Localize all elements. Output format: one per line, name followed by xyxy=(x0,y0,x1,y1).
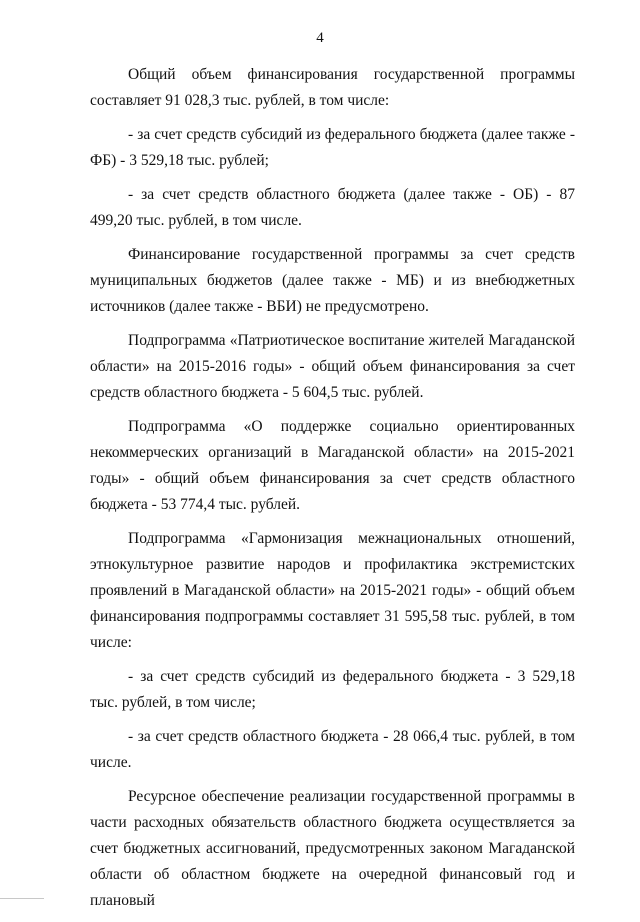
scan-artifact-line xyxy=(0,898,44,899)
document-body xyxy=(90,62,575,922)
paragraph-resource-provision: Ресурсное обеспечение реализации государственной программы в части расходных обязательств областного бюджета осуществляется за счет бюджетных ассигнований, предусмотренных законом Магаданской области об областном бюджете на очередной финансовый год и плановый xyxy=(90,788,575,909)
paragraph-subprogram-nonprofit: Подпрограмма «О поддержке социально ориентированных некоммерческих организаций в Магаданской области» на 2015-2021 годы» - общий объем финансирования за счет средств областного бюджета - 53 774,4 тыс. рублей. xyxy=(90,418,575,513)
paragraph-total-funding: Общий объем финансирования государственной программы составляет 91 028,3 тыс. рублей, в том числе: xyxy=(90,66,575,109)
paragraph-subprogram-harmonization: Подпрограмма «Гармонизация межнациональных отношений, этнокультурное развитие народов и профилактика экстремистских проявлений в Магаданской области» на 2015-2021 годы» - общий объем финансирования подпрограммы составляет 31 595,58 тыс. рублей, в том числе: xyxy=(90,530,575,651)
paragraph-federal-budget: - за счет средств субсидий из федерального бюджета (далее также - ФБ) - 3 529,18 тыс. рублей; xyxy=(90,126,575,169)
paragraph-municipal-funding: Финансирование государственной программы за счет средств муниципальных бюджетов (далее также - МБ) и из внебюджетных источников (далее также - ВБИ) не предусмотрено. xyxy=(90,246,575,315)
page-number: 4 xyxy=(316,30,324,46)
paragraph-harmonization-regional: - за счет средств областного бюджета - 28 066,4 тыс. рублей, в том числе. xyxy=(90,728,575,771)
paragraph-harmonization-federal: - за счет средств субсидий из федерального бюджета - 3 529,18 тыс. рублей, в том числе; xyxy=(90,668,575,711)
paragraph-subprogram-patriotic: Подпрограмма «Патриотическое воспитание жителей Магаданской области» на 2015-2016 годы» - общий объем финансирования за счет средств областного бюджета - 5 604,5 тыс. рублей. xyxy=(90,332,575,401)
paragraph-regional-budget: - за счет средств областного бюджета (далее также - ОБ) - 87 499,20 тыс. рублей, в том числе. xyxy=(90,186,575,229)
